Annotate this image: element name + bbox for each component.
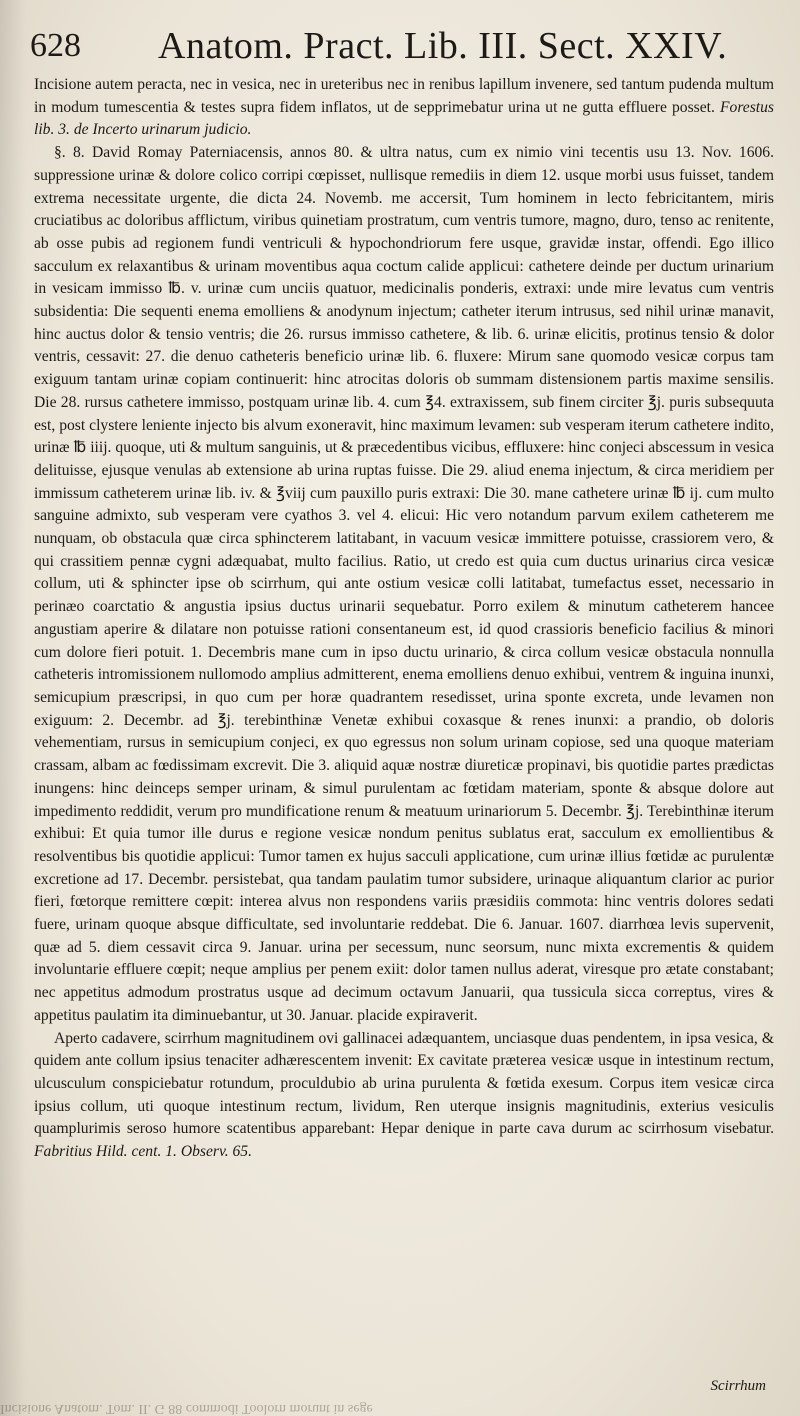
running-head: Anatom. Pract. Lib. III. Sect. XXIV. bbox=[158, 25, 728, 67]
page-number: 628 bbox=[30, 27, 81, 64]
page-header bbox=[30, 22, 770, 70]
citation: Fabritius Hild. cent. 1. Observ. 65. bbox=[34, 1143, 252, 1161]
paragraph-text: Incisione autem peracta, nec in vesica, nec in ureteribus nec in renibus lapillum invenere, sed tantum pudenda multum in modum tumescentia & testes supra fidem inflatos, ut de sepprimebatur urina ut ne gutta effluere posset. bbox=[34, 76, 774, 116]
citation: Forestus lib. 3. de Incerto urinarum judicio. bbox=[34, 98, 774, 139]
paragraph-text: §. 8. David Romay Paterniacensis, annos 80. & ultra natus, cum ex nimio vini tecentis usu 13. Nov. 1606. suppressione urinæ & dolore colico corripi cœpisset, nullisque remediis in diem 12. usque morbi usus fuisset, tandem extrema necessitate urgente, die dicta 24. Novemb. me accersit, Tum hominem in lecto febricitantem, miris cruciatibus ac doloribus afflictum, viribus quinetiam prostratum, cum ventris tumore, magno, duro, tenso ac renitente, ab osse pubis ad regionem fundi ventriculi & hypochondriorum fere usque, gravidæ instar, offendi. Ego illico sacculum ex relaxantibus & urinam moventibus aqua coctum calide applicui: cathetere deinde per ductum urinarium in vesicam immisso ℔. v. urinæ cum unciis quatuor, medicinalis ponderis, extraxi: unde mire levatus cum ventris subsidentia: Die sequenti enema emolliens & anodynum injectum; catheter iterum intrusus, sed nihil urinæ manavit, hinc auctus dolor & tensio ventris; die 26. rursus immisso cathetere, & lib. 6. urinæ elicitis, protinus tensio & dolor ventris, cessavit: 27. die denuo catheteris beneficio urinæ lib. 6. fluxere: Mirum sane quomodo vesicæ corpus tam exiguum tantam urinæ copiam continuerit: hinc atrocitas doloris ob summam distensionem partis maxime sensilis. Die 28. rursus cathetere immisso, postquam urinæ lib. 4. cum ℥4. extraxissem, sub finem circiter ℥j. puris subsequuta est, post clystere leniente injecto bis alvum exoneravit, hinc maximum levamen: sub vesperam iterum cathetere indito, urinæ ℔ iiij. quoque, uti & multum sanguinis, ut & præcedentibus vicibus, effluxere: hinc conjeci abscessum in vesica delituisse, ejusque venulas ab extensione ab urina ruptas fuisse. Die 29. aliud enema injectum, & circa meridiem per immissum catheterem urinæ lib. iv. & ℥viij cum pauxillo puris extraxi: Die 30. mane cathetere urinæ ℔ ij. cum multo sanguine admixto, sub vesperam vere cyathos 3. vel 4. elicui: Hic vero notandum parvum exilem catheterem me nunquam, ob obstacula quæ circa sphincterem latitabant, in vacuum vesicæ immittere potuisse, crassiorem vero, & qui crassitiem pennæ cygni adæquabat, multo facilius. Ratio, ut credo est quia cum ductus urinarius circa vesicæ collum, uti & sphincter ipse ob scirrhum, qui ante ostium vesicæ colli latitabat, tumefactus esset, necessario in perinæo coarctatio & angustia ipsius ductus urinarii sequebatur. Porro exilem & minutum catheterem hancee angustiam aperire & dilatare non potuisse rationi consentaneum est, id quod crassioris beneficio facilius & minori cum dolore fieri potuit. 1. Decembris mane cum in ipso ductu urinario, & circa collum vesicæ obstacula nonnulla catheteris intromissionem nullomodo amplius admitterent, enema emolliens denuo exhibui, ventrem & inguina inunxi, semicupium præscripsi, in quo cum per horæ quadrantem resedisset, urina sponte excreta, unde levamen non exiguum: 2. Decembr. ad ℥j. terebinthinæ Venetæ exhibui coxasque & renes inunxi: a prandio, ob doloris vehementiam, rursus in semicupium conjeci, ex quo egressus non solum urinam copiose, sed una quoque materiam crassam, albam ac fœdissimam excrevit. Die 3. aliquid aquæ nostræ diureticæ propinavi, bis quotidie partes prædictas inungens: hinc deinceps semper urinam, & simul purulentam ac fœtidam materiam, sponte & absque dolore aut impedimento reddidit, verum pro mundificatione renum & meatuum urinariorum 5. Decembr. ℥j. Terebinthinæ iterum exhibui: Et quia tumor ille durus e regione vesicæ nondum penitus sublatus erat, sacculum ex emollientibus & resolventibus bis quotidie applicui: Tumor tamen ex hujus sacculi applicatione, cum urinæ illius fœtidæ ac purulentæ excretione ad 17. Decembr. persistebat, qua tandam paulatim tumor subsidere, urinaque aliquantum clarior ac purior fieri, fœtorque remittere cœpit: interea alvus non respondens variis præsidiis commota: hinc ventris dolores sedati fuere, urinam quoque absque difficultate, sed involuntarie reddebat. Die 6. Januar. 1607. diarrhœa levis supervenit, quæ ad 5. diem cessavit circa 9. Januar. urina per secessum, nunc seorsum, nunc mixta excrementis & quidem involuntarie effluere cœpit; neque amplius per penem exiit: dolor tamen nullus aderat, viresque pro ætate constabant; nec appetitus admodum prostratus usque ad decimum octavum Januarii, qua tussicula sicca correptus, vires & appetitus paulatim ita diminuebantur, ut 30. Januar. placide expiraverit. bbox=[34, 144, 774, 1024]
paragraph-text: Aperto cadavere, scirrhum magnitudinem ovi gallinacei adæquantem, unciasque duas pendentem, in ipsa vesica, & quidem ante collum ipsius tenaciter adhærescentem invenit: Ex cavitate præterea vesicæ usque in intestinum rectum, ulcusculum conspiciebatur rotundum, proculdubio ab urina purulenta & fœtida exesum. Corpus item vesicæ circa ipsius collum, uti quoque intestinum rectum, lividum, Ren uterque insignis magnitudinis, exterius vesiculis quamplurimis seroso humore scatentibus apparebant: Hepar denique in parte cava durum ac scirrhosum visebatur. bbox=[34, 1029, 774, 1138]
paragraph-1 bbox=[34, 74, 774, 142]
catchword: Scirrhum bbox=[710, 1378, 766, 1394]
paragraph-2 bbox=[34, 142, 774, 1027]
bleed-through-text: Incisione Anatom. Tom. II. G 88 commodi Toolorn morunt in sege bbox=[0, 1401, 373, 1416]
body-text bbox=[34, 74, 774, 1164]
paragraph-3 bbox=[34, 1028, 774, 1164]
